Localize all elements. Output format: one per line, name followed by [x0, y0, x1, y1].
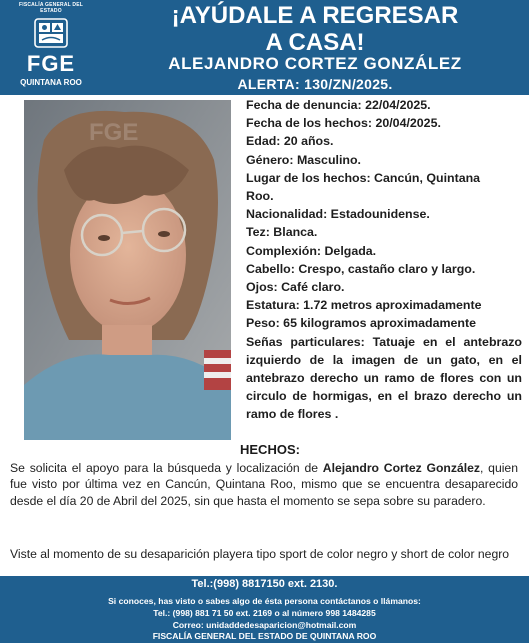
logo-fge-text: FGE [26, 51, 76, 76]
location-line-2: Roo. [246, 189, 274, 204]
footer-email: Correo: unidaddedesaparicion@hotmail.com [172, 620, 357, 630]
missing-person-photo [24, 100, 231, 440]
facts-paragraph-1 [10, 460, 518, 509]
build: Complexión: Delgada. [246, 243, 377, 258]
report-date: Fecha de denuncia: 22/04/2025. [246, 98, 431, 112]
headline-line-2: A CASA! [265, 29, 365, 56]
state-seal-icon [33, 18, 69, 48]
facts-p1-name: Alejandro Cortez González [322, 461, 480, 475]
portrait-image [24, 100, 231, 440]
contact-footer [0, 576, 529, 643]
fge-logo [8, 0, 94, 95]
location-line-1: Lugar de los hechos: Cancún, Quintana [246, 170, 481, 185]
complexion-skin: Tez: Blanca. [246, 225, 318, 240]
alert-number: ALERTA: 130/ZN/2025. [237, 76, 393, 92]
gender: Género: Masculino. [246, 152, 361, 167]
footer-agency: FISCALÍA GENERAL DEL ESTADO DE QUINTANA ROO [152, 631, 377, 641]
distinguishing-marks: Señas particulares: Tatuaje en el antebrazo izquierdo de la imagen de un gato, en el antebrazo derecho un ramo de flores con un circulo de hormigas, en el brazo derecho un ramo de flores . [246, 334, 522, 422]
facts-heading: HECHOS: [240, 442, 300, 457]
footer-phone: Tel.:(998) 8817150 ext. 2130. [191, 578, 338, 590]
logo-top-text: FISCALÍA GENERAL DEL ESTADO [18, 2, 83, 14]
nationality: Nacionalidad: Estadounidense. [246, 207, 430, 222]
footer-contact-prompt: Si conoces, has visto o sabes algo de ésta persona contáctanos o llámanos: [108, 596, 421, 606]
facts-paragraph-2: Viste al momento de su desaparición playera tipo sport de color negro y short de color negro [10, 547, 510, 561]
missing-person-name: ALEJANDRO CORTEZ GONZÁLEZ [168, 54, 462, 73]
age: Edad: 20 años. [246, 134, 334, 149]
headline-line-1: ¡AYÚDALE A REGRESAR [171, 2, 459, 29]
facts-p1-rest: , quien fue visto por última vez en Cancún, Quintana Roo, mismo que se encuentra desaparecido desde el día 20 de Abril del 2025, sin que hasta el momento se sepa sobre su paradero. [10, 461, 518, 508]
photo-watermark: FGE [89, 119, 139, 146]
footer-phone-numbers: Tel.: (998) 881 71 50 ext. 2169 o al número 998 1484285 [153, 608, 376, 618]
person-details [246, 96, 522, 424]
eyes: Ojos: Café claro. [246, 280, 345, 295]
weight: Peso: 65 kilogramos aproximadamente [246, 316, 477, 331]
facts-p1-intro: Se solicita el apoyo para la búsqueda y localización de [10, 461, 323, 475]
logo-region-text: QUINTANA ROO [20, 78, 82, 87]
headline [105, 2, 525, 56]
header-banner [0, 0, 529, 95]
height: Estatura: 1.72 metros aproximadamente [246, 298, 482, 313]
hair: Cabello: Crespo, castaño claro y largo. [246, 261, 476, 276]
incident-date: Fecha de los hechos: 20/04/2025. [246, 116, 441, 131]
